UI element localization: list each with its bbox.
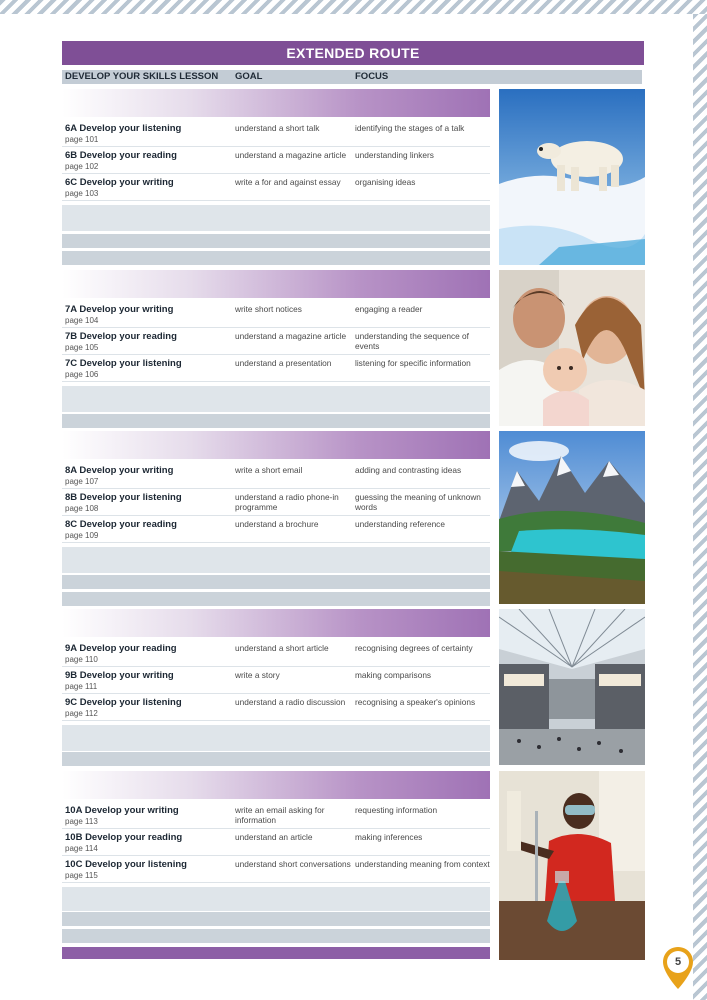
right-stripe-border [693, 14, 707, 1000]
bottom-band [62, 947, 490, 959]
lesson-goal: understand a short talk [235, 123, 320, 133]
unit-6-block [62, 89, 490, 265]
header-goal: GOAL [235, 71, 263, 82]
lesson-title: 8B Develop your listening [65, 492, 182, 503]
table-row [62, 641, 490, 667]
unit-band [62, 771, 490, 799]
unit-10-block [62, 771, 490, 946]
lesson-focus: understanding linkers [355, 150, 434, 160]
lesson-focus: requesting information [355, 805, 438, 815]
lesson-page: page 112 [65, 709, 98, 718]
lesson-page: page 106 [65, 370, 99, 379]
lesson-page: page 102 [65, 162, 99, 171]
table-row [62, 329, 490, 355]
table-row [62, 148, 490, 174]
table-row [62, 695, 490, 721]
lesson-page: page 108 [65, 504, 99, 513]
lesson-title: 9B Develop your writing [65, 670, 174, 681]
family-photo [499, 270, 645, 426]
divider-row [62, 752, 490, 766]
lesson-goal: write a short email [235, 465, 303, 475]
top-stripe-border [0, 0, 707, 14]
lesson-title: 8A Develop your writing [65, 465, 174, 476]
lesson-page: page 115 [65, 871, 98, 880]
blank-row [62, 887, 490, 911]
lesson-page: page 103 [65, 189, 99, 198]
table-row [62, 121, 490, 147]
lesson-goal: understand an article [235, 832, 313, 842]
lesson-focus: adding and contrasting ideas [355, 465, 462, 475]
unit-band [62, 270, 490, 298]
lesson-title: 8C Develop your reading [65, 519, 177, 530]
lesson-focus: identifying the stages of a talk [355, 123, 465, 133]
table-row [62, 830, 490, 856]
lesson-focus: organising ideas [355, 177, 416, 187]
table-row [62, 668, 490, 694]
lesson-page: page 104 [65, 316, 99, 325]
unit-8-block [62, 431, 490, 606]
lesson-goal: write a story [235, 670, 280, 680]
table-header [62, 70, 642, 84]
divider-row [62, 414, 490, 428]
lesson-title: 9A Develop your reading [65, 643, 177, 654]
lesson-page: page 113 [65, 817, 98, 826]
table-row [62, 517, 490, 543]
page-title: EXTENDED ROUTE [62, 41, 644, 65]
lesson-goal: write short notices [235, 304, 302, 314]
lesson-focus: listening for specific information [355, 358, 471, 368]
lesson-title: 6B Develop your reading [65, 150, 177, 161]
lesson-title: 10C Develop your listening [65, 859, 187, 870]
unit-band [62, 89, 490, 117]
mountain-lake-photo [499, 431, 645, 604]
lesson-goal: understand a radio phone-in programme [235, 492, 339, 512]
table-row [62, 302, 490, 328]
blank-row [62, 547, 490, 573]
table-row [62, 356, 490, 382]
blank-row [62, 205, 490, 231]
lesson-page: page 110 [65, 655, 98, 664]
table-row [62, 463, 490, 489]
blank-row [62, 725, 490, 751]
lesson-page: page 111 [65, 682, 98, 691]
table-row [62, 175, 490, 201]
header-lesson: DEVELOP YOUR SKILLS LESSON [65, 71, 219, 82]
table-row [62, 490, 490, 516]
unit-band [62, 431, 490, 459]
lesson-goal: understand a magazine article [235, 150, 347, 160]
unit-9-block [62, 609, 490, 767]
lesson-goal: understand a brochure [235, 519, 319, 529]
lesson-focus: recognising degrees of certainty [355, 643, 473, 653]
lesson-focus: guessing the meaning of unknown words [355, 492, 481, 512]
lesson-title: 7A Develop your writing [65, 304, 174, 315]
unit-band [62, 609, 490, 637]
header-focus: FOCUS [355, 71, 389, 82]
divider-row [62, 251, 490, 265]
lesson-goal: write a for and against essay [235, 177, 341, 187]
lesson-title: 6A Develop your listening [65, 123, 182, 134]
science-lab-photo [499, 771, 645, 960]
lesson-focus: understanding meaning from context [355, 859, 490, 869]
blank-row [62, 386, 490, 412]
page-number: 5 [674, 956, 682, 968]
lesson-goal: understand short conversations [235, 859, 351, 869]
lesson-goal: write an email asking for information [235, 805, 325, 825]
lesson-page: page 107 [65, 477, 99, 486]
lesson-focus: understanding the sequence of events [355, 331, 469, 351]
divider-row [62, 234, 490, 248]
lesson-focus: making inferences [355, 832, 423, 842]
lesson-title: 10B Develop your reading [65, 832, 183, 843]
table-row [62, 857, 490, 883]
lesson-page: page 105 [65, 343, 99, 352]
lesson-goal: understand a short article [235, 643, 329, 653]
lesson-page: page 101 [65, 135, 99, 144]
divider-row [62, 912, 490, 926]
table-row [62, 803, 490, 829]
divider-row [62, 929, 490, 943]
lesson-focus: making comparisons [355, 670, 432, 680]
divider-row [62, 592, 490, 606]
lesson-page: page 114 [65, 844, 98, 853]
lesson-goal: understand a radio discussion [235, 697, 346, 707]
page-number-badge [661, 945, 695, 991]
shopping-mall-photo [499, 609, 645, 765]
lesson-title: 6C Develop your writing [65, 177, 174, 188]
location-pin-icon [661, 945, 695, 991]
divider-row [62, 575, 490, 589]
lesson-title: 7B Develop your reading [65, 331, 177, 342]
lesson-title: 10A Develop your writing [65, 805, 179, 816]
lesson-title: 9C Develop your listening [65, 697, 182, 708]
lesson-focus: understanding reference [355, 519, 445, 529]
lesson-title: 7C Develop your listening [65, 358, 182, 369]
unit-7-block [62, 270, 490, 428]
lesson-page: page 109 [65, 531, 99, 540]
polar-bear-photo [499, 89, 645, 265]
lesson-goal: understand a presentation [235, 358, 332, 368]
lesson-goal: understand a magazine article [235, 331, 347, 341]
lesson-focus: recognising a speaker's opinions [355, 697, 476, 707]
lesson-focus: engaging a reader [355, 304, 423, 314]
